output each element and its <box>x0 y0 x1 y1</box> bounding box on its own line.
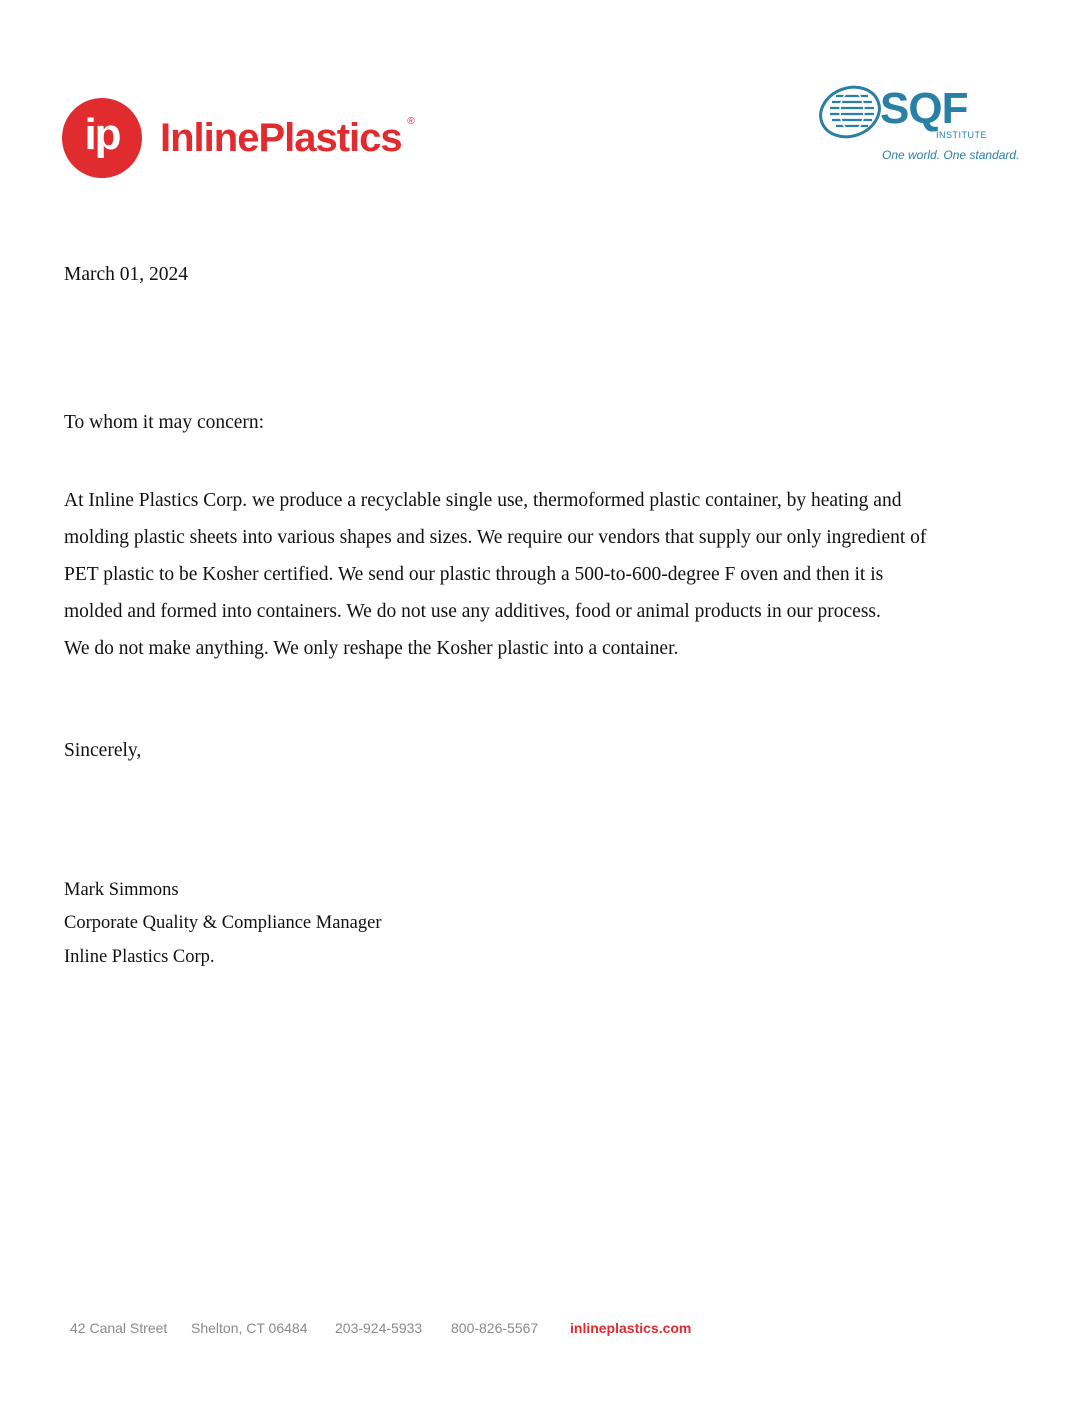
signer-title: Corporate Quality & Compliance Manager <box>64 913 382 933</box>
company-logo-wordmark <box>160 115 414 161</box>
body-line: molded and formed into containers. We do not use any additives, food or animal products in our process. <box>64 601 881 622</box>
body-paragraph <box>64 482 1034 667</box>
company-logo-mark <box>62 98 142 178</box>
sqf-tagline: One world. One standard. <box>882 148 1020 162</box>
globe-icon <box>816 80 886 144</box>
company-logo-mark-text: ip <box>84 110 120 159</box>
signer-company: Inline Plastics Corp. <box>64 947 215 967</box>
footer-city: Shelton, CT 06484 <box>191 1320 308 1336</box>
salutation: To whom it may concern: <box>64 412 265 433</box>
company-logo-text: InlinePlastics <box>160 115 402 160</box>
sqf-logo-text: SQF <box>880 84 968 133</box>
footer-phone-tollfree: 800-826-5567 <box>451 1320 539 1336</box>
letter-date: March 01, 2024 <box>64 264 189 285</box>
footer-website-link[interactable]: inlineplastics.com <box>570 1320 692 1336</box>
body-line: PET plastic to be Kosher certified. We send our plastic through a 500-to-600-degree F oven and then it is <box>64 564 884 585</box>
body-line: We do not make anything. We only reshape the Kosher plastic into a container. <box>64 638 679 659</box>
company-logo <box>62 98 414 178</box>
footer-phone: 203-924-5933 <box>335 1320 423 1336</box>
footer-street: 42 Canal Street <box>70 1320 168 1336</box>
signer-name: Mark Simmons <box>64 880 179 900</box>
sqf-logo-subtext: INSTITUTE <box>936 130 987 140</box>
sqf-logo <box>816 78 1026 168</box>
body-line: molding plastic sheets into various shapes and sizes. We require our vendors that supply our only ingredient of <box>64 527 927 548</box>
closing: Sincerely, <box>64 740 142 761</box>
body-line: At Inline Plastics Corp. we produce a recyclable single use, thermoformed plastic container, by heating and <box>64 490 902 511</box>
registered-mark: ® <box>407 115 414 127</box>
